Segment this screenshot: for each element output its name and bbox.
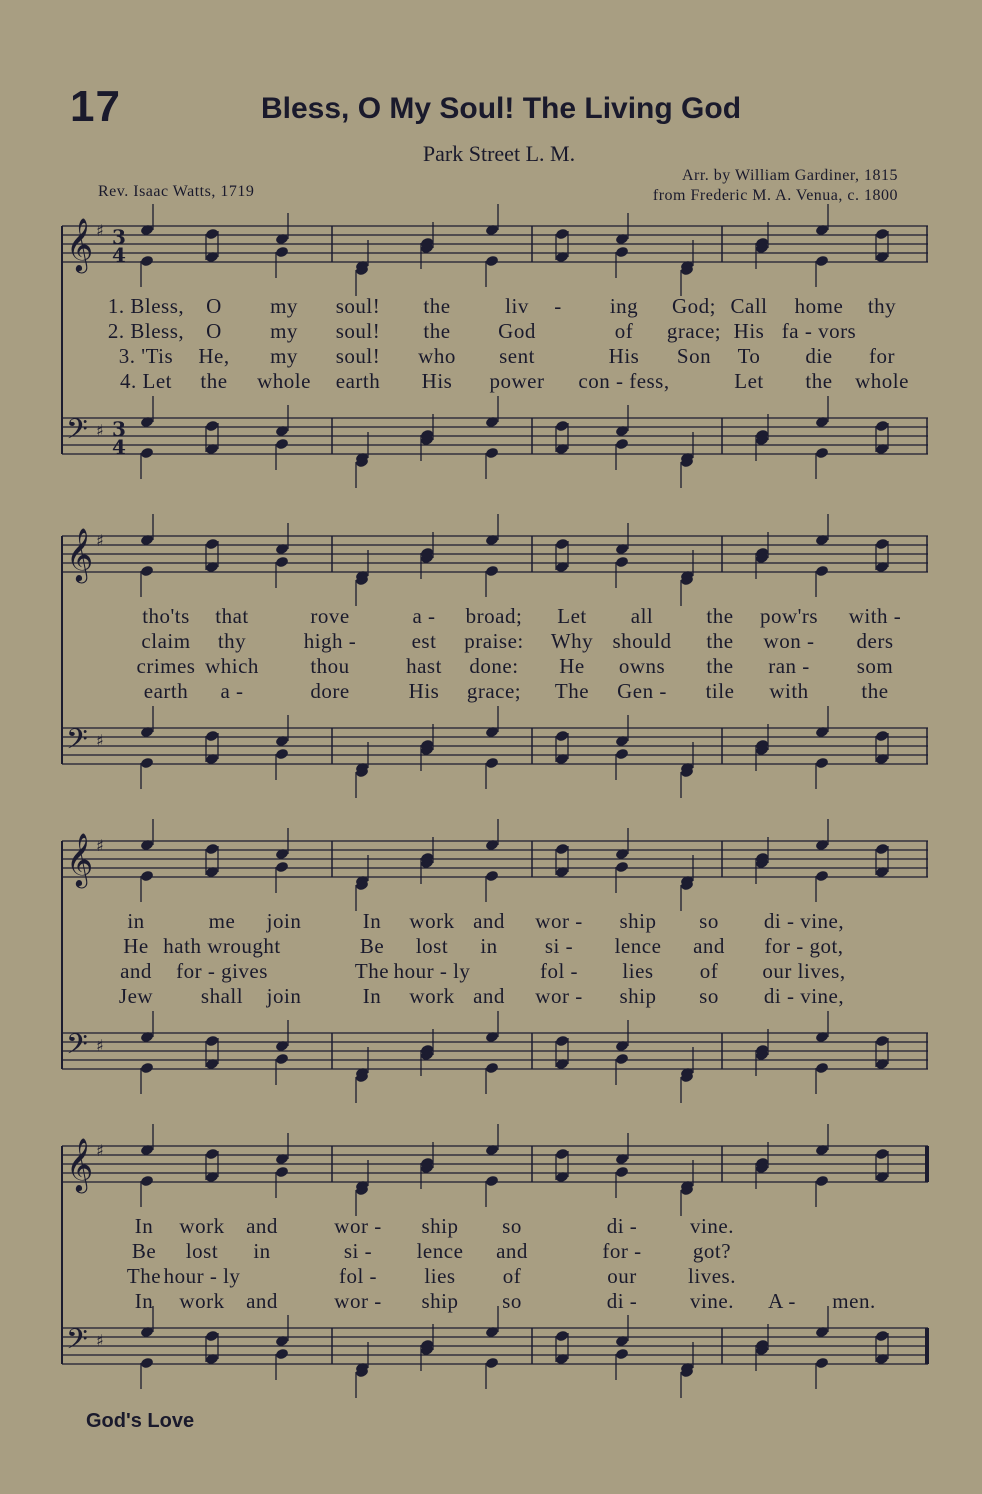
bass-clef-icon: 𝄢 (66, 413, 88, 453)
words-credit: Rev. Isaac Watts, 1719 (98, 183, 255, 200)
lyric-syllable: and (473, 984, 505, 1008)
note-head (275, 556, 289, 569)
note-head (485, 757, 499, 770)
lyric-syllable: hath wrought (163, 934, 281, 958)
note-head (205, 228, 219, 241)
lyric-syllable: owns (618, 654, 666, 678)
sharp-icon: ♯ (96, 1141, 104, 1160)
note-head (615, 1348, 629, 1361)
note-head (205, 1035, 219, 1048)
lyric-syllable: The (126, 1264, 162, 1288)
note-head (140, 757, 154, 770)
lyric-syllable: earth (335, 369, 381, 393)
lyric-syllable: wor - (334, 1289, 382, 1313)
music-credit-line1: Arr. by William Gardiner, 1815 (681, 167, 898, 184)
time-signature-top: 3 (112, 225, 126, 249)
lyric-syllable: ship (619, 984, 657, 1008)
lyric-line (62, 654, 928, 678)
lyric-syllable: of (699, 959, 719, 983)
lyric-syllable: wor - (535, 909, 583, 933)
lyric-syllable: that (215, 604, 249, 628)
lyric-line (62, 909, 928, 933)
lyric-syllable: the (200, 369, 228, 393)
note-head (815, 255, 829, 268)
lyric-line (62, 319, 928, 343)
bass-clef-icon: 𝄢 (66, 723, 88, 763)
lyric-syllable: O (206, 294, 222, 318)
lyric-syllable: In (362, 909, 382, 933)
lyric-syllable: thy (217, 629, 247, 653)
lyric-syllable: men. (832, 1289, 876, 1313)
lyric-syllable: a - (412, 604, 436, 628)
lyric-syllable: lence (614, 934, 662, 958)
lyric-syllable: si - (544, 934, 574, 958)
lyric-syllable: 4. Let (120, 369, 172, 393)
note-head (555, 1148, 569, 1161)
note-head (140, 870, 154, 883)
lyric-syllable: ran - (768, 654, 810, 678)
lyric-line (62, 959, 928, 983)
lyric-syllable: vine. (690, 1289, 734, 1313)
lyric-syllable: thou (310, 654, 350, 678)
lyric-syllable: ing (609, 294, 639, 318)
lyric-syllable: for (869, 344, 895, 368)
note-head (815, 565, 829, 578)
note-head (875, 1330, 889, 1343)
lyric-syllable: crimes (136, 654, 196, 678)
lyric-syllable: God; (672, 294, 716, 318)
lyric-syllable: liv (505, 294, 529, 318)
note-head (205, 1330, 219, 1343)
lyric-syllable: with - (848, 604, 902, 628)
lyric-syllable: grace; (466, 679, 522, 703)
lyric-syllable: ship (421, 1289, 459, 1313)
note-head (485, 1357, 499, 1370)
lyric-syllable: join (266, 984, 302, 1008)
sharp-icon: ♯ (96, 731, 104, 750)
lyric-syllable: in (127, 909, 145, 933)
lyric-syllable: grace; (666, 319, 722, 343)
lyric-syllable: claim (141, 629, 191, 653)
sharp-icon: ♯ (96, 531, 104, 550)
lyric-line (62, 1239, 928, 1263)
lyric-syllable: His (408, 679, 440, 703)
note-head (875, 1148, 889, 1161)
lyric-syllable: for - got, (764, 934, 844, 958)
lyric-syllable: - (554, 294, 562, 318)
lyric-syllable: my (270, 319, 298, 343)
note-head (615, 246, 629, 259)
lyric-syllable: for - (602, 1239, 642, 1263)
lyric-syllable: my (270, 294, 298, 318)
lyric-syllable: vine. (690, 1214, 734, 1238)
lyric-syllable: He (123, 934, 149, 958)
lyric-syllable: work (179, 1289, 225, 1313)
note-head (205, 730, 219, 743)
lyric-syllable: hast (406, 654, 442, 678)
lyric-syllable: our (607, 1264, 637, 1288)
note-head (875, 228, 889, 241)
note-head (555, 1330, 569, 1343)
lyric-syllable: To (737, 344, 761, 368)
lyric-line (62, 294, 928, 318)
lyric-syllable: all (630, 604, 654, 628)
lyric-syllable: earth (143, 679, 189, 703)
lyric-syllable: work (179, 1214, 225, 1238)
lyric-syllable: 3. 'Tis (118, 344, 174, 368)
lyric-syllable: di - (606, 1214, 638, 1238)
time-signature-top: 3 (112, 417, 126, 441)
sharp-icon: ♯ (96, 836, 104, 855)
note-head (275, 438, 289, 451)
tune-name: Park Street L. M. (422, 141, 576, 166)
time-signature-bottom: 4 (112, 243, 126, 267)
note-head (555, 420, 569, 433)
note-head (485, 565, 499, 578)
lyric-syllable: tile (705, 679, 735, 703)
lyric-syllable: should (612, 629, 672, 653)
lyric-syllable: His (608, 344, 640, 368)
lyric-syllable: In (134, 1214, 154, 1238)
lyric-syllable: hour - ly (163, 1264, 241, 1288)
note-head (140, 1175, 154, 1188)
lyric-line (62, 679, 928, 703)
lyric-line (62, 934, 928, 958)
treble-clef-icon: 𝄞 (66, 217, 94, 271)
lyric-syllable: est (411, 629, 437, 653)
lyric-syllable: soul! (335, 344, 381, 368)
lyric-syllable: 2. Bless, (107, 319, 185, 343)
treble-clef-icon: 𝄞 (66, 832, 94, 886)
lyric-line (62, 984, 928, 1008)
note-head (485, 447, 499, 460)
lyric-syllable: high - (303, 629, 357, 653)
sharp-icon: ♯ (96, 1331, 104, 1350)
lyric-syllable: Be (131, 1239, 157, 1263)
lyric-syllable: our lives, (762, 959, 846, 983)
music-system (62, 833, 928, 1113)
lyric-line (62, 1289, 928, 1313)
lyric-syllable: hour - ly (393, 959, 471, 983)
category-label: God's Love (86, 1410, 195, 1432)
lyric-syllable: Be (359, 934, 385, 958)
lyric-syllable: thy (867, 294, 897, 318)
note-head (205, 1148, 219, 1161)
lyric-syllable: soul! (335, 319, 381, 343)
lyric-syllable: and (246, 1214, 278, 1238)
lyric-syllable: in (480, 934, 498, 958)
lyric-syllable: my (270, 344, 298, 368)
note-head (140, 255, 154, 268)
lyric-syllable: Gen - (617, 679, 667, 703)
lyric-syllable: the (706, 604, 734, 628)
lyric-syllable: the (805, 369, 833, 393)
note-head (275, 1053, 289, 1066)
lyric-syllable: rove (310, 604, 350, 628)
sharp-icon: ♯ (96, 1036, 104, 1055)
lyric-syllable: who (418, 344, 456, 368)
lyric-syllable: lies (424, 1264, 456, 1288)
lyric-syllable: got? (692, 1239, 732, 1263)
treble-clef-icon: 𝄞 (66, 1137, 94, 1191)
lyric-syllable: 1. Bless, (107, 294, 185, 318)
note-head (615, 748, 629, 761)
lyric-syllable: Call (730, 294, 768, 318)
lyric-syllable: In (134, 1289, 154, 1313)
lyric-syllable: ders (856, 629, 894, 653)
lyric-syllable: the (706, 629, 734, 653)
lyric-syllable: and (693, 934, 725, 958)
note-head (485, 255, 499, 268)
lyric-syllable: wor - (535, 984, 583, 1008)
note-head (205, 538, 219, 551)
music-system (62, 218, 928, 498)
note-head (875, 420, 889, 433)
lyric-syllable: sent (499, 344, 535, 368)
music-system (62, 1138, 928, 1403)
hymn-number: 17 (70, 82, 121, 131)
lyric-syllable: work (409, 909, 455, 933)
lyric-line (62, 369, 928, 393)
lyric-syllable: fol - (338, 1264, 378, 1288)
note-head (815, 1062, 829, 1075)
lyric-syllable: for - gives (176, 959, 268, 983)
lyric-syllable: Let (557, 604, 587, 628)
note-head (875, 1035, 889, 1048)
lyric-syllable: and (246, 1289, 278, 1313)
lyric-syllable: ship (421, 1214, 459, 1238)
note-head (615, 1053, 629, 1066)
lyric-syllable: so (699, 909, 719, 933)
note-head (555, 538, 569, 551)
lyric-syllable: In (362, 984, 382, 1008)
bass-clef-icon: 𝄢 (66, 1028, 88, 1068)
lyric-syllable: in (253, 1239, 271, 1263)
lyric-syllable: ship (619, 909, 657, 933)
lyric-syllable: join (266, 909, 302, 933)
lyric-syllable: whole (257, 369, 311, 393)
treble-clef-icon: 𝄞 (66, 527, 94, 581)
note-head (140, 565, 154, 578)
note-head (275, 1166, 289, 1179)
lyric-syllable: lost (415, 934, 449, 958)
lyric-syllable: of (502, 1264, 522, 1288)
note-head (275, 748, 289, 761)
note-head (875, 538, 889, 551)
note-head (815, 1357, 829, 1370)
music-credit-line2: from Frederic M. A. Venua, c. 1800 (652, 187, 898, 204)
lyric-syllable: tho'ts (142, 604, 190, 628)
lyric-syllable: a - (220, 679, 244, 703)
note-head (615, 438, 629, 451)
lyric-syllable: fol - (539, 959, 579, 983)
lyric-syllable: lost (185, 1239, 219, 1263)
lyric-syllable: die (805, 344, 833, 368)
note-head (815, 1175, 829, 1188)
note-head (485, 1062, 499, 1075)
note-head (815, 447, 829, 460)
lyric-syllable: and (496, 1239, 528, 1263)
lyric-syllable: God (498, 319, 536, 343)
note-head (275, 246, 289, 259)
lyric-syllable: lies (622, 959, 654, 983)
lyric-syllable: home (794, 294, 844, 318)
lyric-syllable: which (205, 654, 259, 678)
hymn-title: Bless, O My Soul! The Living God (260, 92, 742, 125)
note-head (815, 870, 829, 883)
lyric-syllable: di - (606, 1289, 638, 1313)
lyric-syllable: so (502, 1214, 522, 1238)
lyric-syllable: with (769, 679, 809, 703)
note-head (275, 861, 289, 874)
lyric-syllable: His (733, 319, 765, 343)
lyric-syllable: and (120, 959, 152, 983)
lyric-syllable: power (489, 369, 545, 393)
lyric-syllable: con - fess, (578, 369, 670, 393)
lyric-syllable: fa - vors (781, 319, 857, 343)
note-head (205, 843, 219, 856)
note-head (615, 1166, 629, 1179)
lyric-line (62, 629, 928, 653)
lyric-syllable: O (206, 319, 222, 343)
lyric-syllable: work (409, 984, 455, 1008)
lyric-syllable: whole (855, 369, 909, 393)
lyric-syllable: the (423, 319, 451, 343)
lyric-syllable: broad; (465, 604, 523, 628)
lyric-syllable: of (614, 319, 634, 343)
lyric-syllable: the (861, 679, 889, 703)
lyric-syllable: done: (469, 654, 519, 678)
lyric-syllable: si - (343, 1239, 373, 1263)
time-signature-bottom: 4 (112, 435, 126, 459)
lyric-syllable: the (706, 654, 734, 678)
note-head (140, 447, 154, 460)
note-head (140, 1357, 154, 1370)
note-head (875, 843, 889, 856)
lyric-syllable: the (423, 294, 451, 318)
lyric-syllable: Son (676, 344, 712, 368)
lyric-syllable: dore (310, 679, 350, 703)
lyric-syllable: di - vine, (763, 909, 845, 933)
lyric-syllable: som (856, 654, 894, 678)
lyric-syllable: praise: (464, 629, 524, 653)
lyric-line (62, 604, 928, 628)
sharp-icon: ♯ (96, 221, 104, 240)
lyric-syllable: He, (198, 344, 230, 368)
note-head (485, 870, 499, 883)
lyric-syllable: soul! (335, 294, 381, 318)
lyric-syllable: Let (734, 369, 764, 393)
note-head (275, 1348, 289, 1361)
note-head (555, 1035, 569, 1048)
note-head (555, 730, 569, 743)
lyric-syllable: The (554, 679, 590, 703)
lyric-syllable: and (473, 909, 505, 933)
lyric-line (62, 344, 928, 368)
lyric-line (62, 1214, 928, 1238)
lyric-line (62, 1264, 928, 1288)
sharp-icon: ♯ (96, 421, 104, 440)
note-head (615, 556, 629, 569)
lyric-syllable: His (421, 369, 453, 393)
note-head (815, 757, 829, 770)
lyric-syllable: lives. (688, 1264, 736, 1288)
lyric-syllable: The (354, 959, 390, 983)
lyric-syllable: Jew (118, 984, 154, 1008)
bass-clef-icon: 𝄢 (66, 1323, 88, 1363)
lyric-syllable: wor - (334, 1214, 382, 1238)
note-head (140, 1062, 154, 1075)
music-system (62, 528, 928, 808)
lyric-syllable: A - (768, 1289, 796, 1313)
lyric-syllable: pow'rs (759, 604, 819, 628)
note-head (615, 861, 629, 874)
lyric-syllable: so (699, 984, 719, 1008)
lyric-syllable: Why (550, 629, 594, 653)
note-head (485, 1175, 499, 1188)
note-head (875, 730, 889, 743)
lyric-syllable: me (208, 909, 236, 933)
lyric-syllable: so (502, 1289, 522, 1313)
note-head (205, 420, 219, 433)
lyric-syllable: lence (416, 1239, 464, 1263)
lyric-syllable: He (559, 654, 585, 678)
lyric-syllable: di - vine, (763, 984, 845, 1008)
note-head (555, 228, 569, 241)
lyric-syllable: shall (200, 984, 244, 1008)
note-head (555, 843, 569, 856)
lyric-syllable: won - (763, 629, 815, 653)
